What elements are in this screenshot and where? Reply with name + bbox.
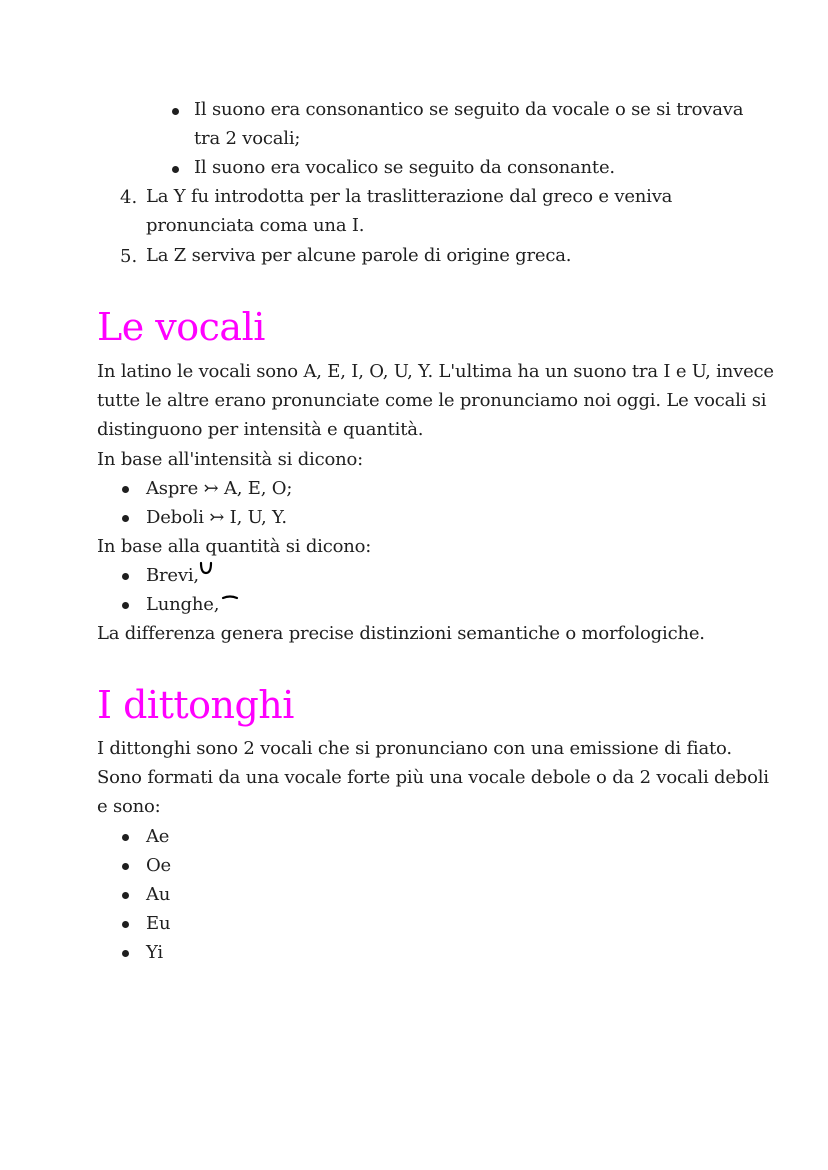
vocali-para-line-2: tutte le altre erano pronunciate come le pronunciamo noi oggi. Le vocali si — [97, 390, 767, 411]
bullet-dot — [122, 834, 129, 841]
quantity-item-brevi: Brevi, — [146, 565, 199, 586]
numbered-item-4-line-2: pronunciata coma una I. — [146, 215, 365, 236]
breve-mark-icon — [198, 561, 214, 577]
intensity-item-aspre: Aspre ↣ A, E, O; — [146, 478, 293, 499]
macron-mark-icon — [221, 593, 239, 603]
sub-item-1-line-2: tra 2 vocali; — [194, 128, 301, 149]
bullet-dot — [122, 921, 129, 928]
list-number-4: 4. — [120, 187, 138, 208]
list-number-5: 5. — [120, 246, 138, 267]
quantity-item-lunghe: Lunghe, — [146, 594, 220, 615]
section-heading-vocali: Le vocali — [97, 305, 265, 349]
dittongo-item: Au — [146, 884, 171, 905]
section-heading-dittonghi: I dittonghi — [97, 683, 294, 727]
quantity-intro: In base alla quantità si dicono: — [97, 536, 372, 557]
sub-item-2-line-1: Il suono era vocalico se seguito da consonante. — [194, 157, 615, 178]
numbered-item-5-line-1: La Z serviva per alcune parole di origine greca. — [146, 245, 572, 266]
bullet-dot — [122, 950, 129, 957]
bullet-dot — [122, 573, 129, 580]
dittonghi-para-line-1: I dittonghi sono 2 vocali che si pronunciano con una emissione di fiato. — [97, 738, 732, 759]
bullet-dot — [172, 166, 179, 173]
bullet-dot — [122, 602, 129, 609]
intensity-intro: In base all'intensità si dicono: — [97, 449, 363, 470]
bullet-dot — [172, 108, 179, 115]
dittongo-item: Oe — [146, 855, 172, 876]
vocali-para-line-3: distinguono per intensità e quantità. — [97, 419, 424, 440]
bullet-dot — [122, 863, 129, 870]
bullet-dot — [122, 486, 129, 493]
dittonghi-para-line-3: e sono: — [97, 796, 161, 817]
sub-item-1-line-1: Il suono era consonantico se seguito da vocale o se si trovava — [194, 99, 744, 120]
numbered-item-4-line-1: La Y fu introdotta per la traslitterazione dal greco e veniva — [146, 186, 673, 207]
intensity-item-deboli: Deboli ↣ I, U, Y. — [146, 507, 287, 528]
dittongo-item: Ae — [146, 826, 170, 847]
bullet-dot — [122, 515, 129, 522]
vocali-closing: La differenza genera precise distinzioni semantiche o morfologiche. — [97, 623, 705, 644]
vocali-para-line-1: In latino le vocali sono A, E, I, O, U, Y. L'ultima ha un suono tra I e U, invece — [97, 361, 774, 382]
bullet-dot — [122, 892, 129, 899]
dittongo-item: Eu — [146, 913, 171, 934]
dittonghi-para-line-2: Sono formati da una vocale forte più una vocale debole o da 2 vocali deboli — [97, 767, 769, 788]
dittongo-item: Yi — [146, 942, 163, 963]
